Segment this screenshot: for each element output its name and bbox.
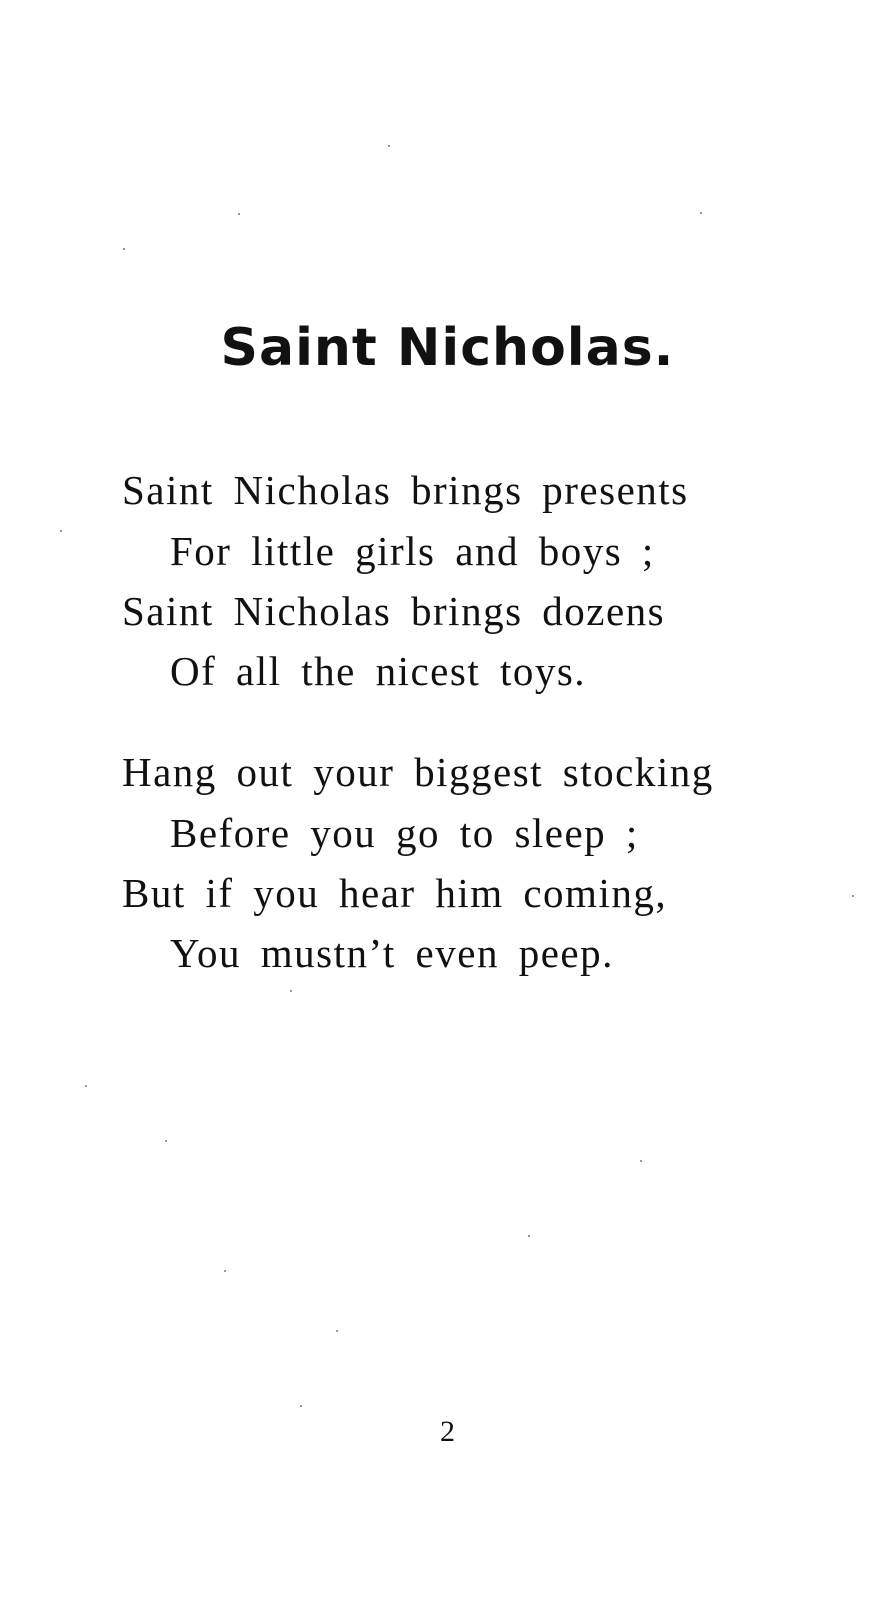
paper-speck xyxy=(60,530,62,532)
paper-speck xyxy=(123,248,125,250)
stanza-2-line-1: Hang out your biggest stocking xyxy=(122,749,714,795)
stanza-2-line-3: But if you hear him coming, xyxy=(122,870,668,916)
paper-speck xyxy=(165,1140,167,1142)
paper-speck xyxy=(852,895,854,897)
stanza-1-line-4: Of all the nicest toys. xyxy=(170,648,587,694)
paper-speck xyxy=(700,212,702,214)
paper-speck xyxy=(388,145,390,147)
stanza-1-line-2: For little girls and boys ; xyxy=(170,528,655,574)
paper-speck xyxy=(336,1330,338,1332)
stanza-2-line-4: You mustn’t even peep. xyxy=(170,930,614,976)
stanza-2-line-2: Before you go to sleep ; xyxy=(170,810,639,856)
paper-speck xyxy=(528,1235,530,1237)
paper-speck xyxy=(640,1160,642,1162)
stanza-1-line-1: Saint Nicholas brings presents xyxy=(122,467,689,513)
page-number: 2 xyxy=(440,1415,455,1448)
paper-speck xyxy=(85,1085,87,1087)
stanza-1-line-3: Saint Nicholas brings dozens xyxy=(122,588,666,634)
paper-speck xyxy=(290,990,292,992)
poem-title: Saint Nicholas. xyxy=(220,318,675,378)
paper-speck xyxy=(238,213,240,215)
paper-speck xyxy=(300,1405,302,1407)
paper-speck xyxy=(224,1270,226,1272)
